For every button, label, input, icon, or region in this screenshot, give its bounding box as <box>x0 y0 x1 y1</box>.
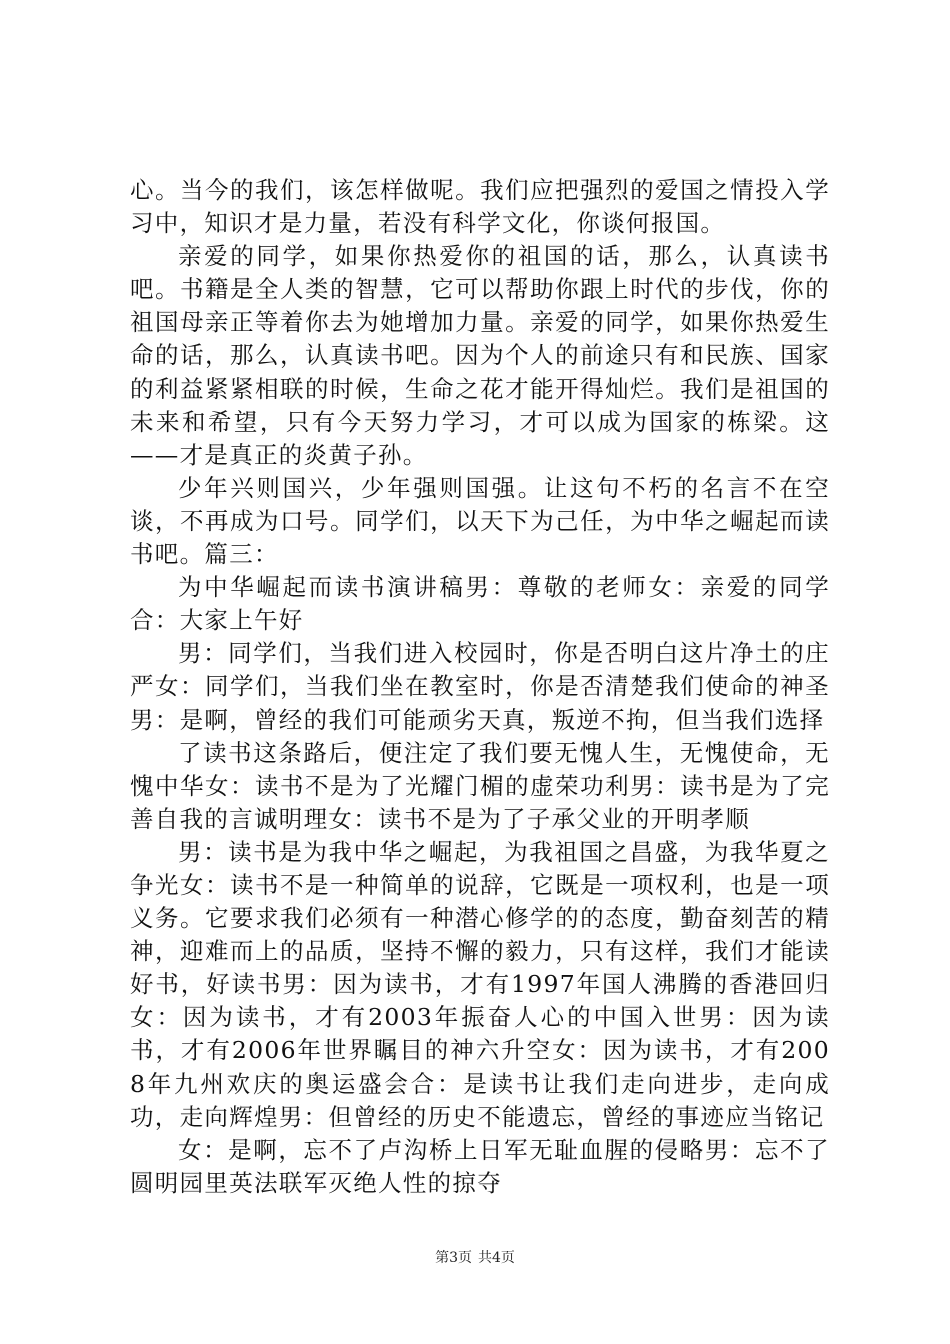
page-number: 第3页 <box>435 1250 472 1266</box>
paragraph-6: 了读书这条路后，便注定了我们要无愧人生，无愧使命，无愧中华女：读书不是为了光耀门楣的虚荣功利男：读书是为了完善自我的言诚明理女：读书不是为了子承父业的开明孝顺 <box>130 738 830 833</box>
page-total: 共4页 <box>478 1250 515 1266</box>
document-body <box>130 174 830 1200</box>
paragraph-7: 男：读书是为我中华之崛起，为我祖国之昌盛，为我华夏之争光女：读书不是一种简单的说辞，它既是一项权利，也是一项义务。它要求我们必须有一种潜心修学的的态度，勤奋刻苦的精神，迎难而上的品质，坚持不懈的毅力，只有这样，我们才能读好书，好读书男：因为读书，才有1997年国人沸腾的香港回归女：因为读书，才有2003年振奋人心的中国入世男：因为读书，才有2006年世界瞩目的神六升空女：因为读书，才有2008年九州欢庆的奥运盛会合：是读书让我们走向进步，走向成功，走向辉煌男：但曾经的历史不能遗忘，曾经的事迹应当铭记 <box>130 837 830 1131</box>
paragraph-4: 为中华崛起而读书演讲稿男：尊敬的老师女：亲爱的同学合：大家上午好 <box>130 573 830 635</box>
paragraph-3: 少年兴则国兴，少年强则国强。让这句不朽的名言不在空谈，不再成为口号。同学们，以天下为己任，为中华之崛起而读书吧。篇三： <box>130 473 830 569</box>
page-footer <box>0 1248 950 1268</box>
paragraph-1: 心。当今的我们，该怎样做呢。我们应把强烈的爱国之情投入学习中，知识才是力量，若没有科学文化，你谈何报国。 <box>130 176 830 238</box>
paragraph-5: 男：同学们，当我们进入校园时，你是否明白这片净土的庄严女：同学们，当我们坐在教室时，你是否清楚我们使命的神圣男：是啊，曾经的我们可能顽劣天真，叛逆不拘，但当我们选择 <box>130 639 830 734</box>
paragraph-8: 女：是啊，忘不了卢沟桥上日军无耻血腥的侵略男：忘不了圆明园里英法联军灭绝人性的掠夺 <box>130 1135 830 1197</box>
paragraph-2: 亲爱的同学，如果你热爱你的祖国的话，那么，认真读书吧。书籍是全人类的智慧，它可以帮助你跟上时代的步伐，你的祖国母亲正等着你去为她增加力量。亲爱的同学，如果你热爱生命的话，那么，认真读书吧。因为个人的前途只有和民族、国家的利益紧紧相联的时候，生命之花才能开得灿烂。我们是祖国的未来和希望，只有今天努力学习，才可以成为国家的栋梁。这——才是真正的炎黄子孙。 <box>130 242 830 469</box>
